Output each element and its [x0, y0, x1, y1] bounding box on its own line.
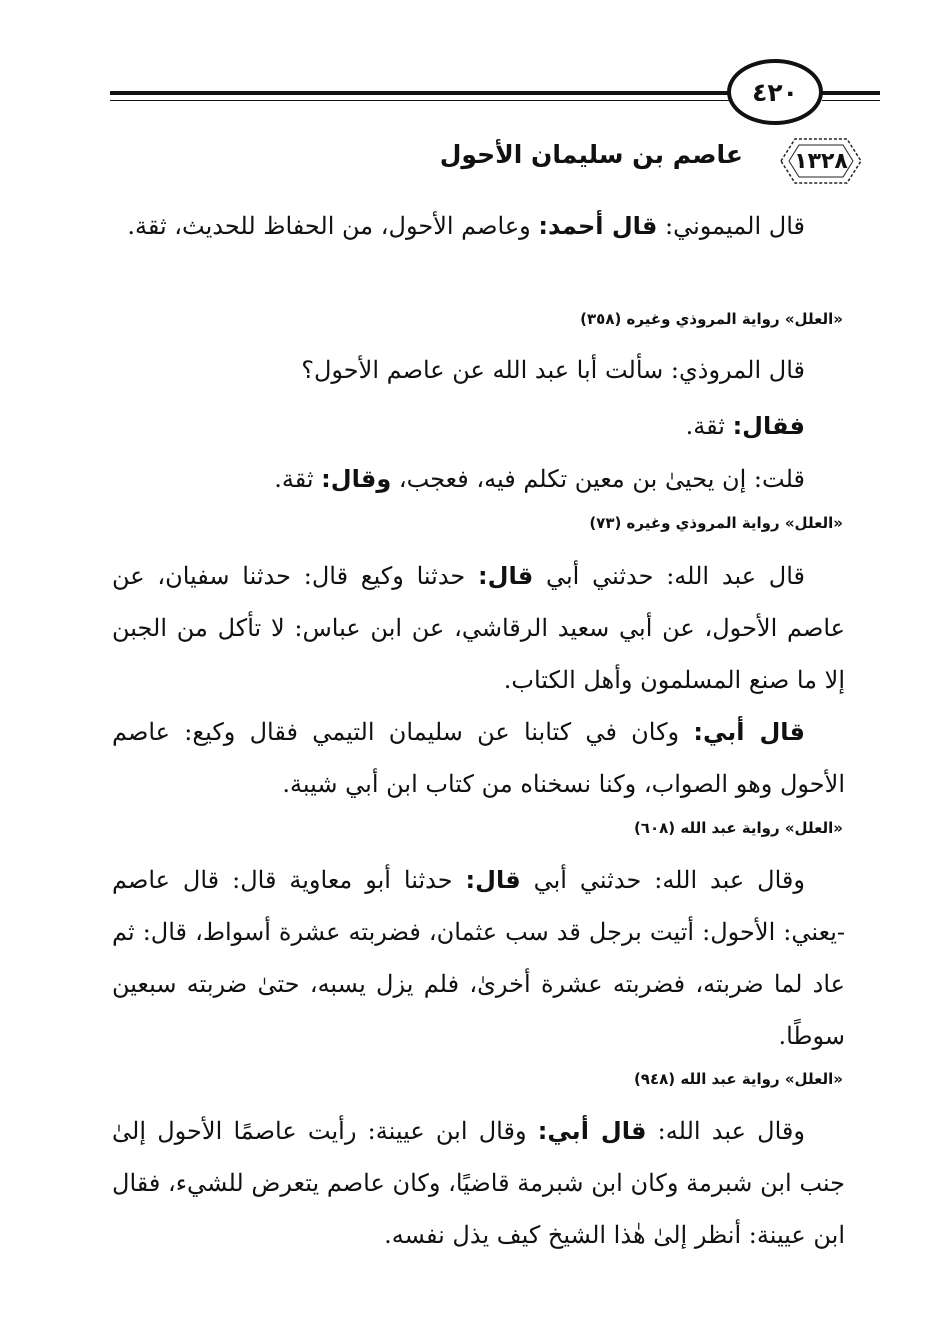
entry-title: عاصم بن سليمان الأحول	[439, 140, 743, 169]
header-rule	[110, 91, 730, 95]
source-citation: «العلل» رواية عبد الله (٦٠٨)	[633, 819, 843, 837]
paragraph: وقال عبد الله: قال أبي: وقال ابن عيينة: رأيت عاصمًا الأحول إلىٰ جنب ابن شبرمة وكان ابن شبرمة قاضيًا، وكان عاصم يتعرض للشيء، فقال ابن عيينة: أنظر إلىٰ هٰذا الشيخ كيف يذل نفسه.	[112, 1117, 846, 1249]
source-citation: «العلل» رواية عبد الله (٩٤٨)	[633, 1070, 843, 1088]
speaker-label: قال أحمد:	[538, 212, 658, 240]
entry-number: ١٣٢٨	[794, 148, 848, 174]
paragraph: قال الميموني: قال أحمد: وعاصم الأحول، من الحفاظ للحديث، ثقة.	[127, 212, 805, 240]
speaker-label: قال أبي:	[693, 718, 805, 746]
speaker-label: قال أبي:	[537, 1117, 647, 1145]
page-number: ٤٢٠	[727, 59, 823, 125]
paragraph: قال أبي: وكان في كتابنا عن سليمان التيمي فقال وكيع: عاصم الأحول وهو الصواب، وكنا نسخناه من كتاب ابن أبي شيبة.	[112, 718, 845, 798]
source-citation: «العلل» رواية المروذي وغيره (٣٥٨)	[580, 310, 843, 328]
speaker-label: وقال:	[321, 465, 392, 493]
speaker-label: قال:	[478, 562, 534, 590]
paragraph: فقال: ثقة.	[685, 412, 805, 440]
paragraph: قال عبد الله: حدثني أبي قال: حدثنا وكيع قال: حدثنا سفيان، عن عاصم الأحول، عن أبي سعيد الرقاشي، عن ابن عباس: لا تأكل من الجبن إلا ما صنع المسلمون وأهل الكتاب.	[112, 562, 845, 694]
header-rule-thin	[110, 100, 730, 101]
header-rule-right-thin	[822, 100, 880, 101]
speaker-label: قال:	[465, 866, 521, 894]
speaker-label: فقال:	[732, 412, 805, 440]
source-citation: «العلل» رواية المروذي وغيره (٧٣)	[589, 514, 843, 532]
paragraph: قلت: إن يحيىٰ بن معين تكلم فيه، فعجب، وقال: ثقة.	[274, 465, 805, 493]
header-rule-right	[822, 91, 880, 95]
entry-number-badge	[767, 133, 875, 189]
paragraph: قال المروذي: سألت أبا عبد الله عن عاصم الأحول؟	[301, 356, 805, 384]
paragraph: وقال عبد الله: حدثني أبي قال: حدثنا أبو معاوية قال: قال عاصم -يعني: الأحول: أتيت برجل قد سب عثمان، فضربته عشرة أسواط، قال: ثم عاد لما ضربته، فضربته عشرة أخرىٰ، فلم يزل يسبه، حتىٰ ضربته سبعين سوطًا.	[112, 866, 845, 1050]
